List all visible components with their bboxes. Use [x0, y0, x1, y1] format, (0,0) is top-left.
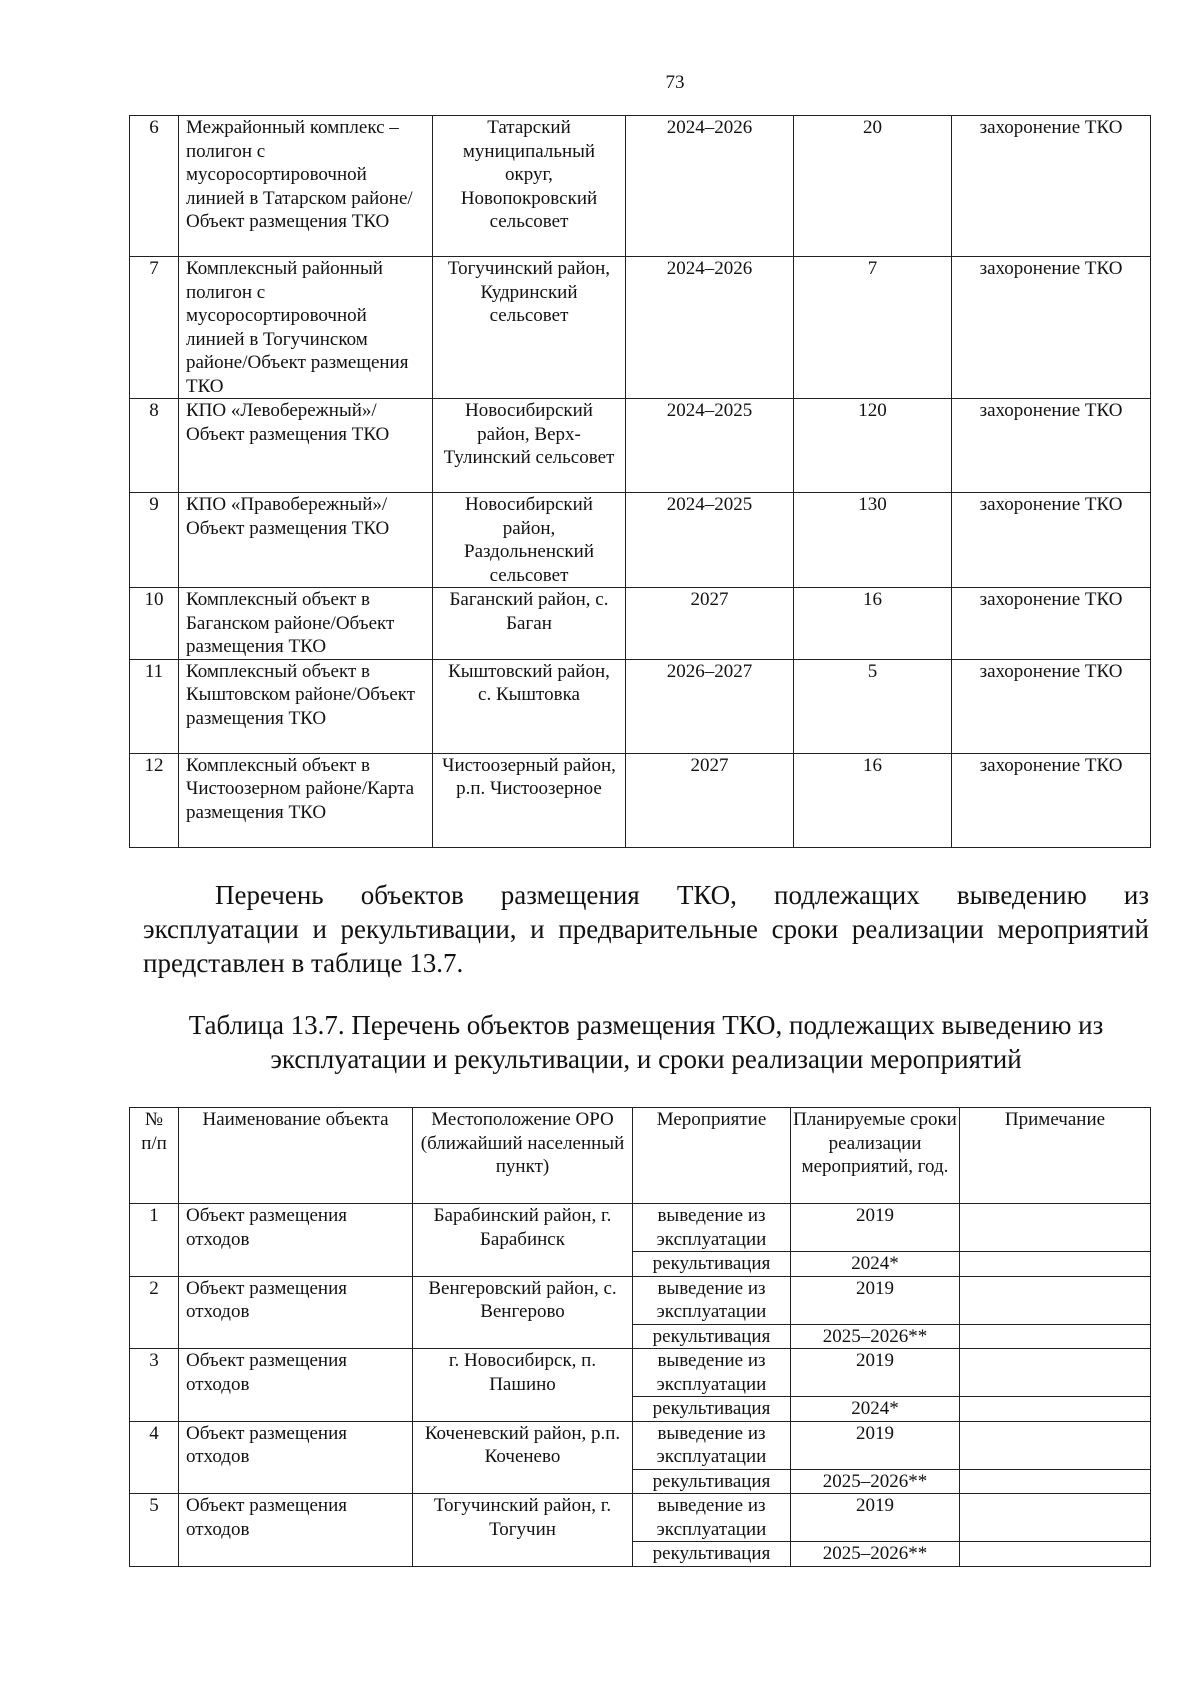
table-row: 9 КПО «Правобережный»/Объект размещения ТКО Новосибирский район, Раздольненский сельсовет 2024–2025 130 захоронение ТКО: [130, 493, 1151, 588]
table-header-row: № п/п Наименование объекта Местоположение ОРО (ближайший населенный пункт) Мероприятие Планируемые сроки реализации мероприятий, год. Примечание: [130, 1108, 1151, 1204]
table-row: 11 Комплексный объект в Кыштовском районе/Объект размещения ТКО Кыштовский район, с. Кыштовка 2026–2027 5 захоронение ТКО: [130, 659, 1151, 753]
table-row: рекультивация 2025–2026**: [130, 1469, 1151, 1494]
decommission-table: [129, 1107, 1151, 1567]
table-row: 3 Объект размещения отходов г. Новосибирск, п. Пашино выведение из эксплуатации 2019: [130, 1349, 1151, 1397]
table-row: 4 Объект размещения отходов Коченевский район, р.п. Коченево выведение из эксплуатации 2019: [130, 1421, 1151, 1469]
table-row: 6 Межрайонный комплекс – полигон с мусоросортировочной линией в Татарском районе/Объект размещения ТКО Татарский муниципальный округ, Новопокровский сельсовет 2024–2026 20 захоронение ТКО: [130, 116, 1151, 257]
table-caption: Таблица 13.7. Перечень объектов размещения ТКО, подлежащих выведению из эксплуатации и рекультивации, и сроки реализации мероприятий: [188, 1010, 1104, 1074]
facilities-table: [129, 115, 1151, 848]
table-row: 12 Комплексный объект в Чистоозерном районе/Карта размещения ТКО Чистоозерный район, р.п. Чистоозерное 2027 16 захоронение ТКО: [130, 753, 1151, 847]
table-row: рекультивация 2024*: [130, 1252, 1151, 1277]
table-row: 8 КПО «Левобережный»/ Объект размещения ТКО Новосибирский район, Верх-Тулинский сельсовет 2024–2025 120 захоронение ТКО: [130, 399, 1151, 493]
table-row: рекультивация 2024*: [130, 1397, 1151, 1422]
table-row: 7 Комплексный районный полигон с мусоросортировочной линией в Тогучинском районе/Объект размещения ТКО Тогучинский район, Кудринский сельсовет 2024–2026 7 захоронение ТКО: [130, 257, 1151, 399]
table-row: рекультивация 2025–2026**: [130, 1324, 1151, 1349]
table-row: рекультивация 2025–2026**: [130, 1542, 1151, 1567]
table-row: 2 Объект размещения отходов Венгеровский район, с. Венгерово выведение из эксплуатации 2019: [130, 1276, 1151, 1324]
table-row: 10 Комплексный объект в Баганском районе/Объект размещения ТКО Баганский район, с. Баган 2027 16 захоронение ТКО: [130, 588, 1151, 660]
table-row: 1 Объект размещения отходов Барабинский район, г. Барабинск выведение из эксплуатации 2019: [130, 1204, 1151, 1252]
table-row: 5 Объект размещения отходов Тогучинский район, г. Тогучин выведение из эксплуатации 2019: [130, 1494, 1151, 1542]
page-number: 73: [665, 72, 685, 93]
body-paragraph: Перечень объектов размещения ТКО, подлежащих выведению из эксплуатации и рекультивации, и предварительные сроки реализации мероприятий представлен в таблице 13.7.: [143, 880, 1149, 978]
